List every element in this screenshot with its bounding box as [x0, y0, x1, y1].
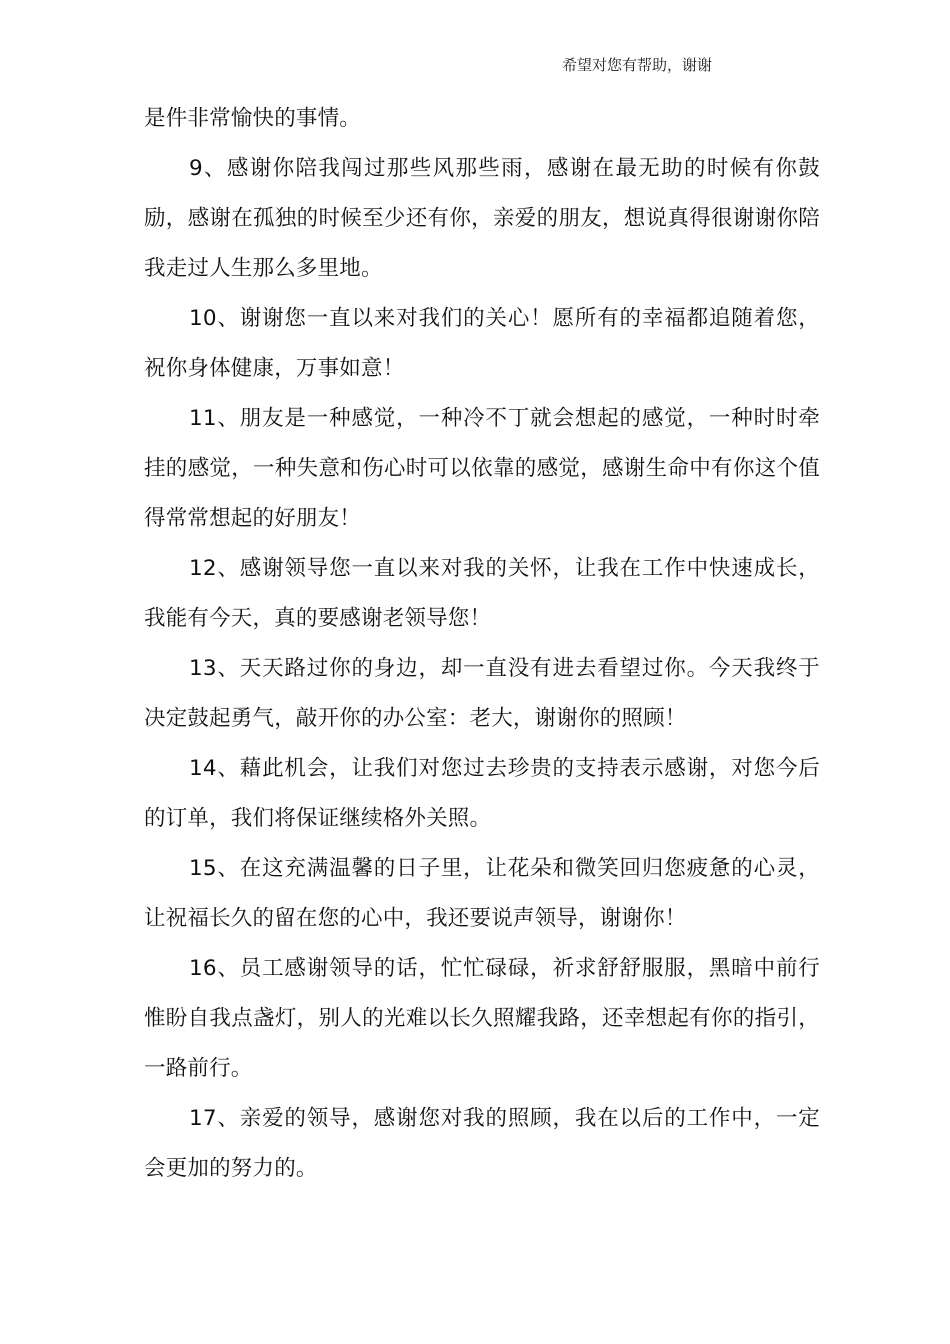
- document-body: [144, 94, 820, 1194]
- paragraph-item-14: 14、藉此机会，让我们对您过去珍贵的支持表示感谢，对您今后的订单，我们将保证继续格外关照。: [144, 756, 820, 831]
- paragraph-continuation: 是件非常愉快的事情。: [144, 106, 362, 131]
- paragraph-item-17: 17、亲爱的领导，感谢您对我的照顾，我在以后的工作中，一定会更加的努力的。: [144, 1106, 820, 1181]
- header-note: 希望对您有帮助，谢谢: [562, 56, 713, 74]
- paragraph-item-15: 15、在这充满温馨的日子里，让花朵和微笑回归您疲惫的心灵，让祝福长久的留在您的心中，我还要说声领导，谢谢你！: [144, 856, 820, 931]
- paragraph-item-12: 12、感谢领导您一直以来对我的关怀，让我在工作中快速成长，我能有今天，真的要感谢老领导您！: [144, 556, 820, 631]
- paragraph-item-13: 13、天天路过你的身边，却一直没有进去看望过你。今天我终于决定鼓起勇气，敲开你的办公室：老大，谢谢你的照顾！: [144, 656, 820, 731]
- paragraph-item-10: 10、谢谢您一直以来对我们的关心！愿所有的幸福都追随着您，祝你身体健康，万事如意！: [144, 306, 820, 381]
- paragraph-item-11: 11、朋友是一种感觉，一种冷不丁就会想起的感觉，一种时时牵挂的感觉，一种失意和伤心时可以依靠的感觉，感谢生命中有你这个值得常常想起的好朋友！: [144, 406, 820, 531]
- paragraph-item-16: 16、员工感谢领导的话，忙忙碌碌，祈求舒舒服服，黑暗中前行惟盼自我点盏灯，别人的光难以长久照耀我路，还幸想起有你的指引，一路前行。: [144, 956, 820, 1081]
- paragraph-item-9: 9、感谢你陪我闯过那些风那些雨，感谢在最无助的时候有你鼓励，感谢在孤独的时候至少还有你，亲爱的朋友，想说真得很谢谢你陪我走过人生那么多里地。: [144, 156, 820, 281]
